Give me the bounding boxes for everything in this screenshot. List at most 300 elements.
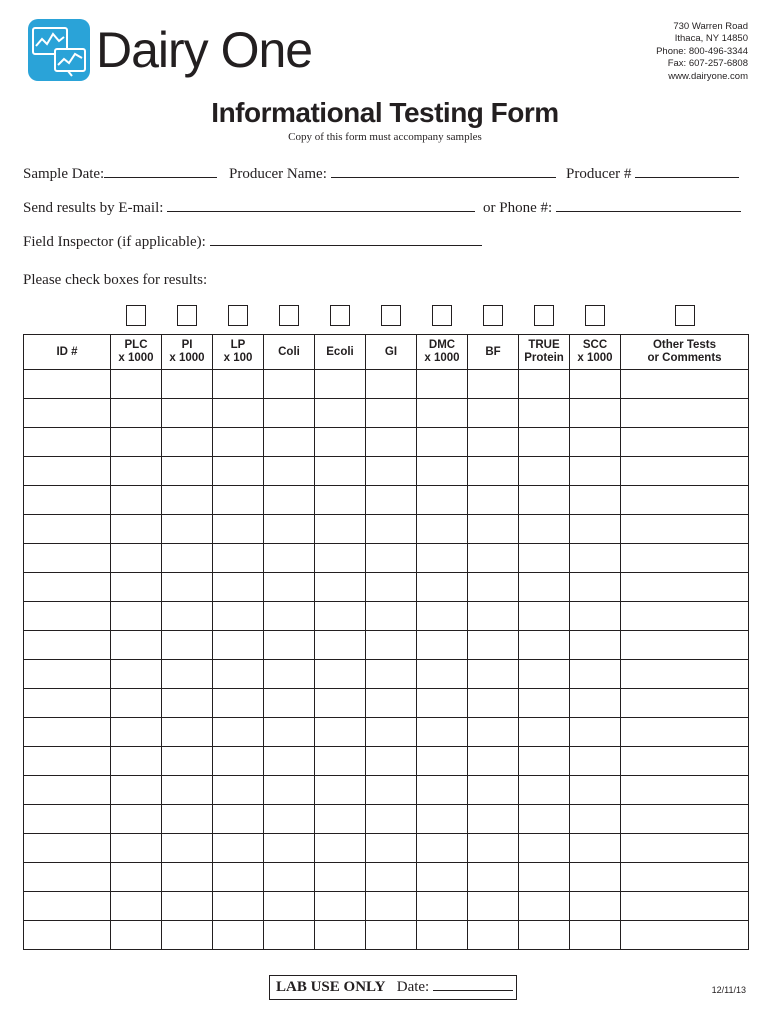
table-cell[interactable]: [519, 921, 570, 950]
table-row: [24, 892, 749, 921]
table-row: [24, 863, 749, 892]
table-cell[interactable]: [519, 457, 570, 486]
table-cell[interactable]: [570, 399, 621, 428]
table-cell[interactable]: [264, 892, 315, 921]
table-cell[interactable]: [621, 370, 749, 399]
table-cell[interactable]: [366, 776, 417, 805]
table-cell[interactable]: [162, 689, 213, 718]
table-cell[interactable]: [570, 689, 621, 718]
table-cell[interactable]: [570, 805, 621, 834]
table-cell[interactable]: [366, 486, 417, 515]
column-header-bf: BF: [468, 335, 519, 370]
table-cell[interactable]: [417, 660, 468, 689]
producer-number-label: Producer #: [566, 166, 632, 182]
table-cell[interactable]: [519, 428, 570, 457]
table-row: [24, 805, 749, 834]
table-cell[interactable]: [213, 515, 264, 544]
table-cell[interactable]: [111, 486, 162, 515]
table-cell[interactable]: [468, 457, 519, 486]
table-cell[interactable]: [213, 399, 264, 428]
table-cell[interactable]: [366, 747, 417, 776]
table-cell[interactable]: [468, 428, 519, 457]
table-cell[interactable]: [417, 834, 468, 863]
table-cell[interactable]: [519, 631, 570, 660]
table-cell[interactable]: [111, 747, 162, 776]
table-cell[interactable]: [264, 544, 315, 573]
table-cell[interactable]: [417, 747, 468, 776]
table-cell[interactable]: [621, 660, 749, 689]
table-cell[interactable]: [315, 486, 366, 515]
column-header-lp: LP x 100: [213, 335, 264, 370]
table-cell[interactable]: [468, 399, 519, 428]
table-cell[interactable]: [570, 863, 621, 892]
table-cell[interactable]: [519, 689, 570, 718]
table-cell[interactable]: [366, 805, 417, 834]
table-cell[interactable]: [111, 776, 162, 805]
table-row: [24, 660, 749, 689]
table-cell[interactable]: [468, 602, 519, 631]
table-cell[interactable]: [468, 689, 519, 718]
checkbox-coli[interactable]: [279, 305, 299, 326]
table-cell[interactable]: [621, 573, 749, 602]
table-cell[interactable]: [621, 689, 749, 718]
table-cell[interactable]: [519, 515, 570, 544]
table-cell[interactable]: [366, 834, 417, 863]
checkbox-dmc[interactable]: [432, 305, 452, 326]
producer-name-line[interactable]: [331, 163, 556, 178]
table-cell[interactable]: [468, 573, 519, 602]
table-cell[interactable]: [315, 689, 366, 718]
table-cell[interactable]: [366, 544, 417, 573]
table-cell[interactable]: [111, 805, 162, 834]
table-cell[interactable]: [315, 834, 366, 863]
table-cell[interactable]: [264, 602, 315, 631]
table-cell[interactable]: [315, 457, 366, 486]
table-cell[interactable]: [417, 486, 468, 515]
table-cell[interactable]: [213, 544, 264, 573]
table-cell[interactable]: [468, 370, 519, 399]
table-cell[interactable]: [366, 660, 417, 689]
checkbox-plc[interactable]: [126, 305, 146, 326]
email-field[interactable]: [23, 197, 475, 217]
table-cell[interactable]: [213, 834, 264, 863]
producer-name-field[interactable]: [229, 163, 556, 183]
table-row: [24, 486, 749, 515]
table-cell[interactable]: [315, 399, 366, 428]
table-cell[interactable]: [570, 776, 621, 805]
table-cell[interactable]: [162, 631, 213, 660]
table-cell[interactable]: [213, 660, 264, 689]
table-cell[interactable]: [315, 602, 366, 631]
table-cell[interactable]: [213, 457, 264, 486]
table-cell[interactable]: [519, 776, 570, 805]
column-header-ecoli: Ecoli: [315, 335, 366, 370]
table-cell[interactable]: [24, 515, 111, 544]
form-title: Informational Testing Form: [211, 97, 559, 128]
table-cell[interactable]: [111, 863, 162, 892]
inspector-line[interactable]: [210, 231, 482, 246]
table-row: [24, 544, 749, 573]
table-cell[interactable]: [213, 805, 264, 834]
table-cell[interactable]: [621, 863, 749, 892]
table-cell[interactable]: [519, 544, 570, 573]
phone-field[interactable]: [483, 197, 741, 217]
table-cell[interactable]: [213, 370, 264, 399]
table-cell[interactable]: [417, 428, 468, 457]
table-cell[interactable]: [519, 486, 570, 515]
check-instructions: Please check boxes for results:: [23, 272, 208, 288]
table-row: [24, 776, 749, 805]
table-cell[interactable]: [570, 573, 621, 602]
table-cell[interactable]: [213, 689, 264, 718]
table-cell[interactable]: [570, 486, 621, 515]
table-cell[interactable]: [162, 863, 213, 892]
table-cell[interactable]: [213, 863, 264, 892]
table-cell[interactable]: [468, 486, 519, 515]
table-cell[interactable]: [570, 747, 621, 776]
table-cell[interactable]: [570, 660, 621, 689]
table-cell[interactable]: [111, 428, 162, 457]
table-cell[interactable]: [468, 660, 519, 689]
table-cell[interactable]: [366, 863, 417, 892]
table-cell[interactable]: [417, 399, 468, 428]
table-cell[interactable]: [24, 834, 111, 863]
table-cell[interactable]: [162, 573, 213, 602]
table-cell[interactable]: [570, 544, 621, 573]
table-cell[interactable]: [621, 515, 749, 544]
table-cell[interactable]: [366, 457, 417, 486]
table-cell[interactable]: [24, 921, 111, 950]
table-cell[interactable]: [213, 602, 264, 631]
table-cell[interactable]: [621, 399, 749, 428]
table-cell[interactable]: [24, 428, 111, 457]
table-cell[interactable]: [264, 776, 315, 805]
table-cell[interactable]: [24, 370, 111, 399]
table-cell[interactable]: [264, 631, 315, 660]
table-cell[interactable]: [621, 457, 749, 486]
table-cell[interactable]: [570, 892, 621, 921]
checkbox-true-protein[interactable]: [534, 305, 554, 326]
table-cell[interactable]: [264, 457, 315, 486]
table-cell[interactable]: [162, 457, 213, 486]
address-block: [656, 21, 748, 83]
table-cell[interactable]: [162, 544, 213, 573]
table-cell[interactable]: [315, 370, 366, 399]
table-cell[interactable]: [570, 631, 621, 660]
table-cell[interactable]: [366, 399, 417, 428]
table-cell[interactable]: [213, 892, 264, 921]
table-cell[interactable]: [417, 921, 468, 950]
table-cell[interactable]: [264, 921, 315, 950]
table-cell[interactable]: [264, 718, 315, 747]
table-cell[interactable]: [366, 370, 417, 399]
table-cell[interactable]: [417, 892, 468, 921]
table-cell[interactable]: [366, 892, 417, 921]
table-cell[interactable]: [366, 428, 417, 457]
table-row: [24, 689, 749, 718]
phone-label: or Phone #:: [483, 200, 553, 216]
table-cell[interactable]: [162, 718, 213, 747]
table-cell[interactable]: [162, 892, 213, 921]
table-cell[interactable]: [111, 718, 162, 747]
table-cell[interactable]: [111, 457, 162, 486]
table-cell[interactable]: [213, 573, 264, 602]
table-cell[interactable]: [24, 863, 111, 892]
table-cell[interactable]: [570, 602, 621, 631]
table-cell[interactable]: [468, 631, 519, 660]
table-cell[interactable]: [264, 486, 315, 515]
table-cell[interactable]: [24, 457, 111, 486]
table-cell[interactable]: [417, 776, 468, 805]
table-cell[interactable]: [366, 921, 417, 950]
table-cell[interactable]: [315, 428, 366, 457]
table-cell[interactable]: [264, 660, 315, 689]
table-cell[interactable]: [519, 834, 570, 863]
table-cell[interactable]: [24, 776, 111, 805]
table-cell[interactable]: [162, 399, 213, 428]
table-cell[interactable]: [24, 805, 111, 834]
table-cell[interactable]: [519, 602, 570, 631]
table-cell[interactable]: [417, 457, 468, 486]
table-row: [24, 921, 749, 950]
table-cell[interactable]: [621, 834, 749, 863]
table-cell[interactable]: [315, 892, 366, 921]
table-row: [24, 834, 749, 863]
table-cell[interactable]: [468, 718, 519, 747]
table-cell[interactable]: [264, 573, 315, 602]
table-cell[interactable]: [570, 921, 621, 950]
address-line: Ithaca, NY 14850: [674, 33, 748, 45]
table-cell[interactable]: [111, 573, 162, 602]
table-cell[interactable]: [213, 718, 264, 747]
table-cell[interactable]: [24, 602, 111, 631]
table-cell[interactable]: [24, 486, 111, 515]
table-cell[interactable]: [111, 892, 162, 921]
table-cell[interactable]: [111, 834, 162, 863]
table-cell[interactable]: [570, 834, 621, 863]
table-cell[interactable]: [417, 544, 468, 573]
checkbox-scc[interactable]: [585, 305, 605, 326]
table-cell[interactable]: [315, 718, 366, 747]
lab-date-label: Date:: [396, 979, 430, 995]
table-cell[interactable]: [519, 399, 570, 428]
table-cell[interactable]: [366, 631, 417, 660]
table-cell[interactable]: [570, 718, 621, 747]
table-cell[interactable]: [519, 747, 570, 776]
table-cell[interactable]: [315, 747, 366, 776]
table-cell[interactable]: [111, 631, 162, 660]
table-cell[interactable]: [417, 863, 468, 892]
column-header-coli: Coli: [264, 335, 315, 370]
table-cell[interactable]: [519, 370, 570, 399]
table-cell[interactable]: [213, 747, 264, 776]
table-cell[interactable]: [315, 921, 366, 950]
checkbox-lp[interactable]: [228, 305, 248, 326]
table-cell[interactable]: [162, 428, 213, 457]
table-cell[interactable]: [24, 631, 111, 660]
table-cell[interactable]: [621, 486, 749, 515]
table-cell[interactable]: [621, 805, 749, 834]
inspector-field[interactable]: [23, 231, 482, 251]
table-cell[interactable]: [621, 428, 749, 457]
phone-line[interactable]: [556, 197, 741, 212]
table-cell[interactable]: [264, 689, 315, 718]
column-header-scc: SCC x 1000: [570, 335, 621, 370]
table-cell[interactable]: [621, 631, 749, 660]
table-cell[interactable]: [264, 515, 315, 544]
table-cell[interactable]: [111, 370, 162, 399]
table-cell[interactable]: [162, 805, 213, 834]
table-cell[interactable]: [264, 805, 315, 834]
table-cell[interactable]: [162, 747, 213, 776]
table-cell[interactable]: [570, 428, 621, 457]
table-cell[interactable]: [621, 776, 749, 805]
checkbox-ecoli[interactable]: [330, 305, 350, 326]
table-cell[interactable]: [621, 544, 749, 573]
checkbox-bf[interactable]: [483, 305, 503, 326]
table-cell[interactable]: [519, 573, 570, 602]
table-cell[interactable]: [162, 834, 213, 863]
producer-name-label: Producer Name:: [229, 166, 327, 182]
table-cell[interactable]: [366, 689, 417, 718]
column-header-dmc: DMC x 1000: [417, 335, 468, 370]
table-cell[interactable]: [213, 486, 264, 515]
table-cell[interactable]: [264, 370, 315, 399]
table-cell[interactable]: [111, 689, 162, 718]
table-cell[interactable]: [621, 921, 749, 950]
table-cell[interactable]: [417, 689, 468, 718]
table-cell[interactable]: [468, 863, 519, 892]
table-row: [24, 515, 749, 544]
table-cell[interactable]: [519, 805, 570, 834]
table-cell[interactable]: [111, 921, 162, 950]
table-cell[interactable]: [24, 660, 111, 689]
table-cell[interactable]: [468, 834, 519, 863]
table-body: [24, 370, 749, 950]
table-cell[interactable]: [162, 486, 213, 515]
table-cell[interactable]: [417, 573, 468, 602]
table-cell[interactable]: [24, 689, 111, 718]
table-cell[interactable]: [315, 863, 366, 892]
table-cell[interactable]: [468, 544, 519, 573]
column-header-id: ID #: [24, 335, 111, 370]
checkbox-other-tests[interactable]: [675, 305, 695, 326]
table-cell[interactable]: [315, 573, 366, 602]
sample-date-label: Sample Date:: [23, 166, 105, 182]
table-cell[interactable]: [366, 602, 417, 631]
table-cell[interactable]: [24, 399, 111, 428]
lab-date-line[interactable]: [433, 976, 513, 991]
checkbox-pi[interactable]: [177, 305, 197, 326]
table-cell[interactable]: [417, 805, 468, 834]
table-cell[interactable]: [621, 718, 749, 747]
table-cell[interactable]: [24, 573, 111, 602]
table-row: [24, 747, 749, 776]
table-cell[interactable]: [111, 515, 162, 544]
table-row: [24, 631, 749, 660]
table-cell[interactable]: [264, 399, 315, 428]
table-cell[interactable]: [468, 776, 519, 805]
table-cell[interactable]: [213, 776, 264, 805]
table-row: [24, 399, 749, 428]
table-cell[interactable]: [570, 370, 621, 399]
table-cell[interactable]: [264, 863, 315, 892]
sample-date-field[interactable]: [23, 163, 217, 183]
table-cell[interactable]: [213, 428, 264, 457]
table-cell[interactable]: [213, 631, 264, 660]
table-cell[interactable]: [570, 457, 621, 486]
table-cell[interactable]: [468, 515, 519, 544]
table-cell[interactable]: [24, 544, 111, 573]
table-cell[interactable]: [315, 776, 366, 805]
table-cell[interactable]: [213, 921, 264, 950]
table-cell[interactable]: [315, 631, 366, 660]
table-cell[interactable]: [315, 660, 366, 689]
table-cell[interactable]: [417, 370, 468, 399]
table-cell[interactable]: [162, 776, 213, 805]
table-cell[interactable]: [162, 370, 213, 399]
table-cell[interactable]: [24, 892, 111, 921]
table-cell[interactable]: [111, 544, 162, 573]
table-cell[interactable]: [570, 515, 621, 544]
table-cell[interactable]: [162, 602, 213, 631]
table-cell[interactable]: [366, 718, 417, 747]
table-cell[interactable]: [315, 805, 366, 834]
table-cell[interactable]: [24, 747, 111, 776]
table-cell[interactable]: [519, 892, 570, 921]
email-line[interactable]: [167, 197, 475, 212]
sample-date-line[interactable]: [104, 163, 217, 178]
table-cell[interactable]: [366, 515, 417, 544]
table-cell[interactable]: [111, 399, 162, 428]
table-cell[interactable]: [519, 660, 570, 689]
table-cell[interactable]: [417, 631, 468, 660]
table-cell[interactable]: [417, 602, 468, 631]
table-cell[interactable]: [621, 747, 749, 776]
table-cell[interactable]: [111, 660, 162, 689]
table-cell[interactable]: [264, 428, 315, 457]
table-cell[interactable]: [315, 515, 366, 544]
table-cell[interactable]: [621, 602, 749, 631]
table-cell[interactable]: [264, 747, 315, 776]
table-cell[interactable]: [366, 573, 417, 602]
fax-line: Fax: 607-257-6808: [667, 58, 748, 70]
table-row: [24, 428, 749, 457]
table-cell[interactable]: [417, 718, 468, 747]
table-cell[interactable]: [24, 718, 111, 747]
website-line: www.dairyone.com: [668, 70, 748, 82]
table-cell[interactable]: [468, 892, 519, 921]
checkbox-gi[interactable]: [381, 305, 401, 326]
table-cell[interactable]: [468, 747, 519, 776]
revision-date: 12/11/13: [711, 985, 746, 995]
producer-number-line[interactable]: [635, 163, 739, 178]
table-cell[interactable]: [468, 805, 519, 834]
table-cell[interactable]: [519, 718, 570, 747]
table-cell[interactable]: [315, 544, 366, 573]
table-cell[interactable]: [417, 515, 468, 544]
table-cell[interactable]: [162, 515, 213, 544]
table-cell[interactable]: [111, 602, 162, 631]
producer-number-field[interactable]: [566, 163, 739, 183]
table-cell[interactable]: [621, 892, 749, 921]
table-cell[interactable]: [264, 834, 315, 863]
table-row: [24, 370, 749, 399]
table-cell[interactable]: [162, 921, 213, 950]
table-cell[interactable]: [162, 660, 213, 689]
table-cell[interactable]: [519, 863, 570, 892]
table-cell[interactable]: [468, 921, 519, 950]
